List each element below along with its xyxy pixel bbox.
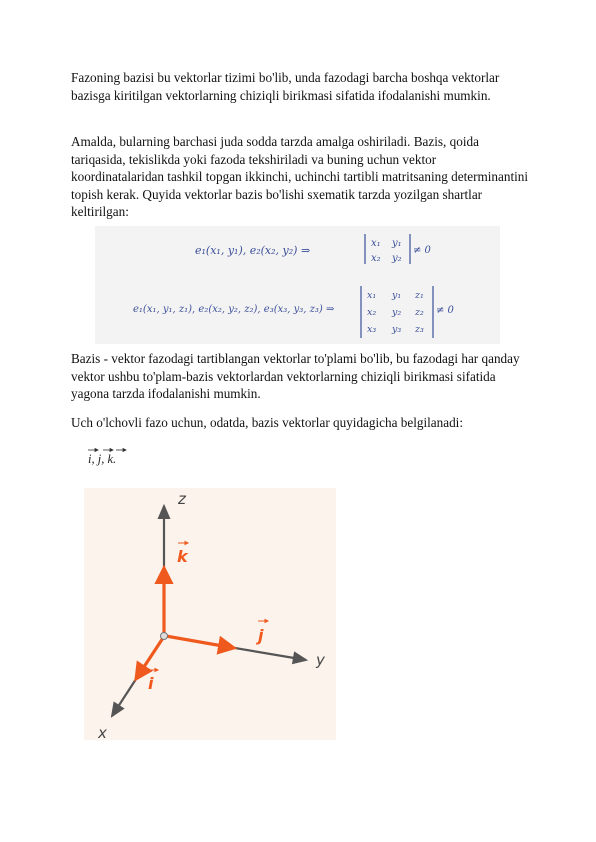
j-vector — [166, 636, 234, 648]
formula-3d — [133, 286, 455, 338]
i-vector — [136, 638, 163, 679]
paragraph-basis-definition: Fazoning bazisi bu vektorlar tizimi bo'lib, unda fazodagi barcha boshqa vektorlar bazisga kiritilgan vektorlarning chiziqli birikmasi sifatida ifodalanishi mumkin. — [71, 70, 500, 103]
m2-a21: x₂ — [371, 253, 381, 264]
m3-a32: y₃ — [392, 324, 402, 335]
paragraph-3d-basis-notation: Uch o'lchovli fazo uchun, odatda, bazis vektorlar quyidagicha belgilanadi: — [71, 415, 464, 430]
paragraph-basis-practice: Amalda, bularning barchasi juda sodda tarzda amalga oshiriladi. Bazis, qoida tariqasida, tekislikda yoki fazoda tekshiriladi va buning uchun vektor koordinatalaridan tashkil topgan ikkinchi, uchinchi tartibli matritsaning determinantini topish kerak. Quyida vektorlar bazis bo'lishi sxematik tarzda yozilgan shartlar keltirilgan: — [71, 134, 529, 220]
m2-a22: y₂ — [392, 253, 402, 264]
m3-a21: x₂ — [367, 307, 377, 318]
formula-3d-rhs: ≠ 0 — [436, 305, 454, 316]
m3-a33: z₃ — [415, 324, 424, 335]
basis-notation-text: i, j, k. — [88, 452, 117, 466]
i-vector-label: i — [148, 674, 154, 693]
m3-a22: y₂ — [392, 307, 402, 318]
z-axis-label: z — [178, 490, 186, 508]
m3-a23: z₂ — [415, 307, 424, 318]
y-axis-label: y — [316, 651, 325, 669]
m2-a12: y₁ — [392, 238, 402, 249]
m3-a13: z₁ — [415, 290, 424, 301]
m2-a11: x₁ — [371, 238, 381, 249]
coordinate-axes-figure — [84, 488, 336, 740]
origin-point — [161, 633, 168, 640]
formula-2d-lhs: e₁(x₁, y₁), e₂(x₂, y₂) ⇒ — [195, 244, 311, 257]
paragraph-basis-ordered-set: Bazis - vektor fazodagi tartiblangan vektorlar to'plami bo'lib, bu fazodagi har qanday vektor ushbu to'plam-bazis vektorlardan vektorlarning chiziqli birikmasi sifatida yagona tarzda ifodalanishi mumkin. — [71, 351, 520, 402]
formula-3d-lhs: e₁(x₁, y₁, z₁), e₂(x₂, y₂, z₂), e₃(x₃, y₃, z₃) ⇒ — [133, 304, 335, 315]
basis-condition-formulas — [95, 226, 500, 344]
x-axis-label: x — [98, 724, 107, 740]
basis-vectors-notation — [86, 447, 146, 467]
formula-2d — [195, 234, 432, 264]
m3-a31: x₃ — [367, 324, 377, 335]
formula-2d-rhs: ≠ 0 — [413, 245, 431, 256]
m3-a12: y₁ — [392, 290, 402, 301]
j-vector-label: j — [258, 626, 264, 645]
m3-a11: x₁ — [367, 290, 377, 301]
k-vector-label: k — [177, 547, 188, 566]
